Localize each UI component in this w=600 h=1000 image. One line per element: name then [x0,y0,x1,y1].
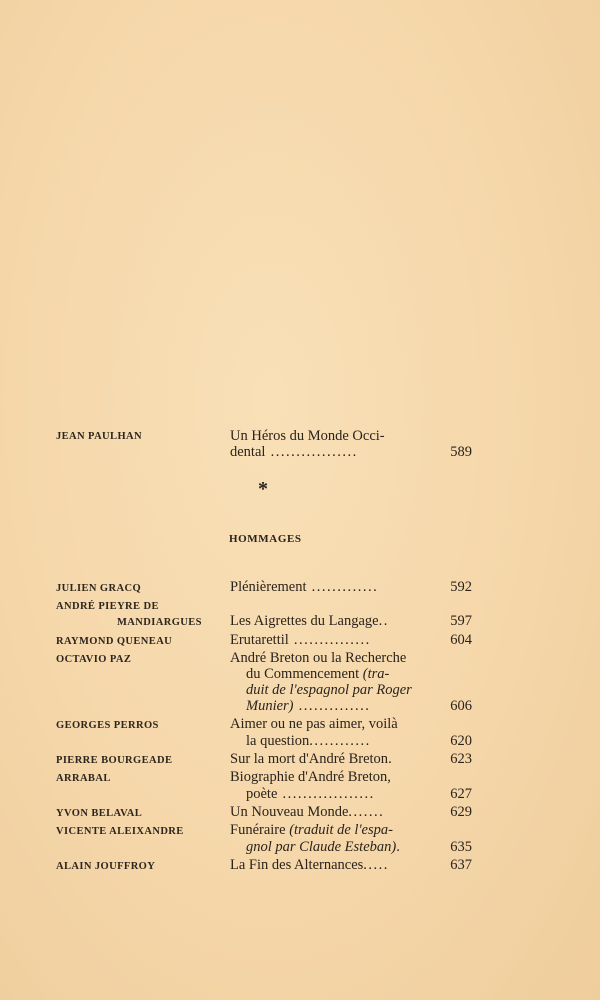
page-number: 604 [450,632,472,648]
entry-title-line: dental ................. [230,444,358,460]
entry-title-line: Munier) .............. [246,698,371,714]
author: RAYMOND QUENEAU [56,636,173,647]
entry-title-line: du Commencement (tra- [246,666,390,682]
author: VICENTE ALEIXANDRE [56,826,184,837]
author: ALAIN JOUFFROY [56,861,156,872]
entry-title-line: Erutarettil ............... [230,632,371,648]
entry-title-line: Un Nouveau Monde....... [230,804,385,820]
entry-title-line: la question............ [246,733,371,749]
page-number: 629 [450,804,472,820]
entry-title-line: Sur la mort d'André Breton. [230,751,394,767]
page-number: 606 [450,698,472,714]
entry-title-line: gnol par Claude Esteban). [246,839,402,855]
page-number: 623 [450,751,472,767]
section-separator: * [258,478,268,500]
author: ARRABAL [56,773,111,784]
entry-title-line: Biographie d'André Breton, [230,769,391,785]
entry-title-line: Aimer ou ne pas aimer, voilà [230,716,398,732]
page-number: 597 [450,613,472,629]
author: PIERRE BOURGEADE [56,755,173,766]
author-jean-paulhan: JEAN PAULHAN [56,431,142,442]
author: JULIEN GRACQ [56,583,142,594]
author: MANDIARGUES [117,617,202,628]
author: YVON BELAVAL [56,808,143,819]
entry-title-line: André Breton ou la Recherche [230,650,407,666]
section-heading: HOMMAGES [229,533,302,545]
entry-title-line: La Fin des Alternances..... [230,857,389,873]
author: ANDRÉ PIEYRE DE [56,601,159,612]
entry-title-line: Les Aigrettes du Langage.. [230,613,389,629]
page-number: 592 [450,579,472,595]
page-number: 635 [450,839,472,855]
page-number: 637 [450,857,472,873]
author: GEORGES PERROS [56,720,159,731]
entry-title-line: Plénièrement ............. [230,579,379,595]
entry-title-line: Funéraire (traduit de l'espa- [230,822,393,838]
author: OCTAVIO PAZ [56,654,132,665]
entry-title-line: duit de l'espagnol par Roger [246,682,412,698]
page-number: 627 [450,786,472,802]
page-number: 620 [450,733,472,749]
page-number: 589 [450,444,472,460]
entry-title-line: poète .................. [246,786,375,802]
entry-title-line: Un Héros du Monde Occi- [230,428,385,444]
